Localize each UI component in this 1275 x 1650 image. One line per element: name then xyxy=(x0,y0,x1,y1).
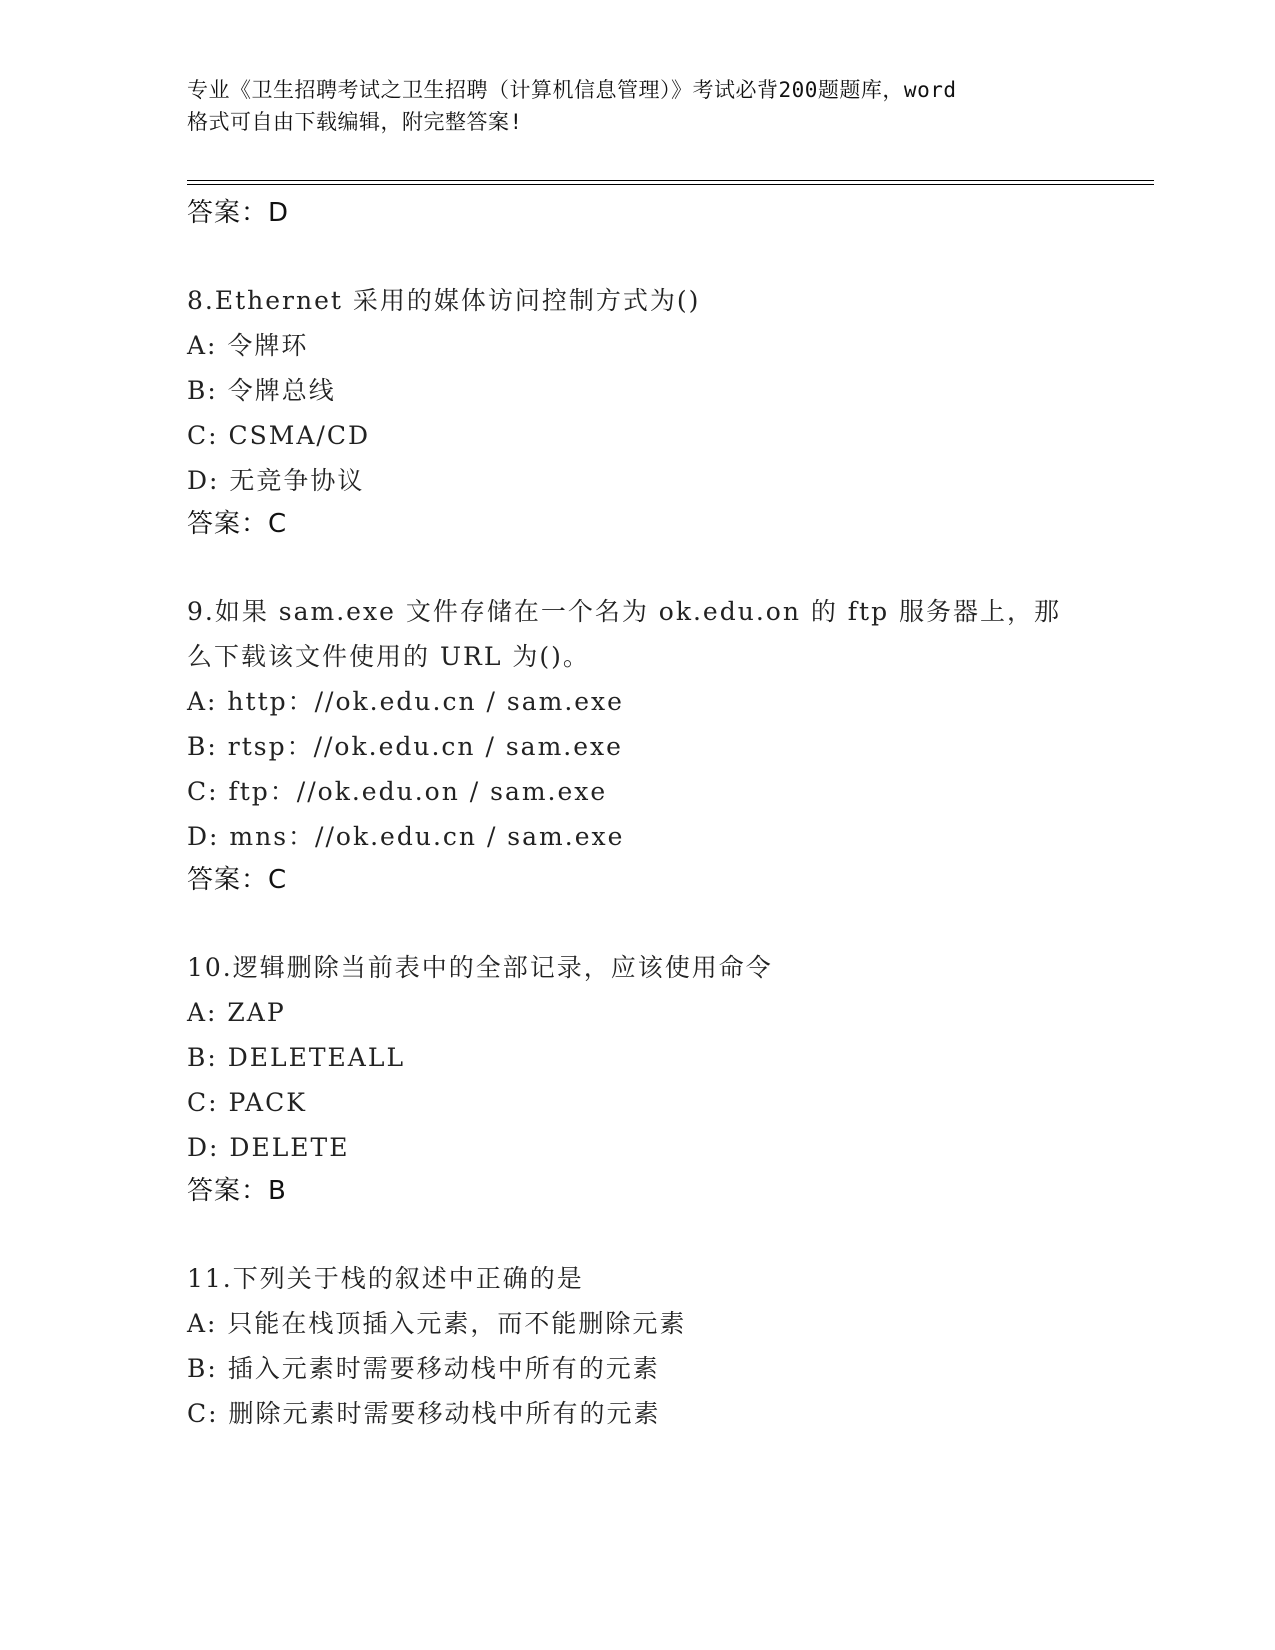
document-body xyxy=(187,192,1147,1436)
question-text: 9.如果 sam.exe 文件存储在一个名为 ok.edu.on 的 ftp 服务器上，那 xyxy=(187,597,1062,626)
option-b: B: rtsp：//ok.edu.cn / sam.exe xyxy=(187,732,623,761)
question-text-continued: 么下载该文件使用的 URL 为()。 xyxy=(187,642,590,671)
header-line-2: 格式可自由下载编辑，附完整答案! xyxy=(187,110,523,134)
option-c: C: ftp：//ok.edu.on / sam.exe xyxy=(187,777,608,806)
header-line-1: 专业《卫生招聘考试之卫生招聘（计算机信息管理）》考试必背200题题库，word xyxy=(187,78,957,102)
option-b: B: DELETEALL xyxy=(187,1043,406,1072)
question-block xyxy=(187,589,1147,901)
option-c: C: 删除元素时需要移动栈中所有的元素 xyxy=(187,1399,661,1428)
question-block xyxy=(187,945,1147,1212)
option-a: A: ZAP xyxy=(187,998,286,1027)
answer-label: 答案：B xyxy=(187,1176,287,1206)
option-a: A: 令牌环 xyxy=(187,331,309,360)
header-rule-top xyxy=(187,180,1154,181)
question-text: 10.逻辑删除当前表中的全部记录，应该使用命令 xyxy=(187,953,773,982)
option-a: A: http：//ok.edu.cn / sam.exe xyxy=(187,687,624,716)
option-d: D: mns：//ok.edu.cn / sam.exe xyxy=(187,822,625,851)
header-rule-bottom xyxy=(187,184,1154,185)
page-header xyxy=(187,74,1087,138)
option-a: A: 只能在栈顶插入元素，而不能删除元素 xyxy=(187,1309,687,1338)
answer-label: 答案：C xyxy=(187,509,288,539)
answer-label: 答案：C xyxy=(187,865,288,895)
option-d: D: 无竞争协议 xyxy=(187,466,365,495)
option-c: C: CSMA/CD xyxy=(187,421,371,450)
question-text: 11.下列关于栈的叙述中正确的是 xyxy=(187,1264,584,1293)
option-b: B: 插入元素时需要移动栈中所有的元素 xyxy=(187,1354,660,1383)
option-b: B: 令牌总线 xyxy=(187,376,336,405)
question-block xyxy=(187,278,1147,545)
option-c: C: PACK xyxy=(187,1088,307,1117)
question-text: 8.Ethernet 采用的媒体访问控制方式为() xyxy=(187,286,701,315)
question-block xyxy=(187,1256,1147,1436)
answer-label: 答案：D xyxy=(187,198,290,228)
option-d: D: DELETE xyxy=(187,1133,350,1162)
